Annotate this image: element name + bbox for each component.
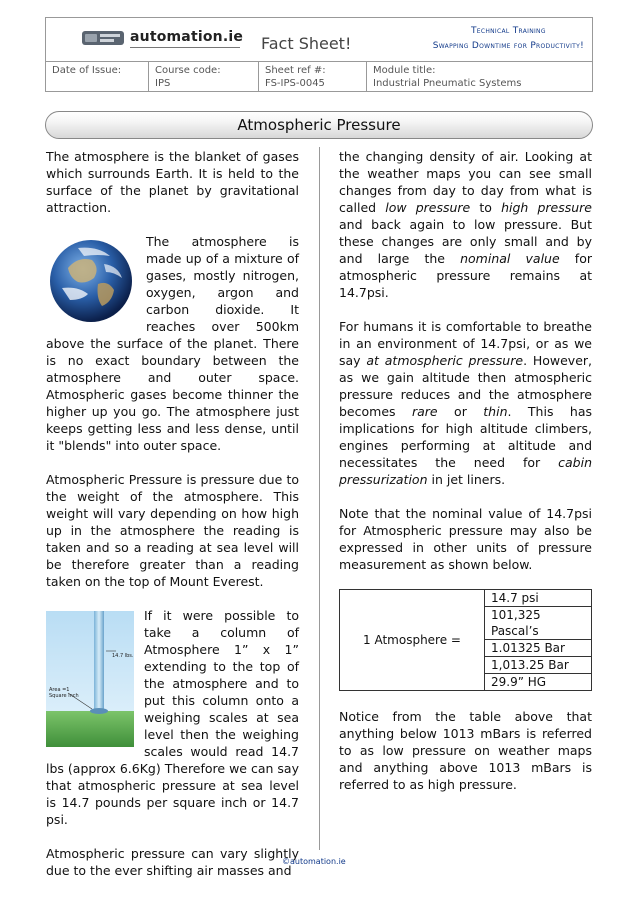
module-value: Industrial Pneumatic Systems: [373, 78, 522, 89]
left-paragraph-1: The atmosphere is the blanket of gases which surrounds Earth. It is held to the surface of the planet by gravitational attraction.: [46, 149, 299, 215]
training-line-2: Swapping Downtime for Productivity!: [432, 41, 584, 51]
fact-sheet-title: Fact Sheet!: [261, 34, 352, 53]
right-paragraph-2: [339, 318, 592, 488]
rare-term: rare: [411, 404, 438, 419]
module-label: Module title:: [373, 65, 436, 76]
left-column: [46, 148, 299, 879]
right-p2-text-e: in jet liners.: [427, 472, 506, 487]
logo-text: automation.ie: [130, 29, 244, 45]
column-divider: [319, 147, 320, 850]
unit-value-bar: 1.01325 Bar: [485, 640, 592, 657]
automation-logo-icon: [80, 29, 126, 47]
tower-area-label-2: Square inch: [49, 693, 79, 699]
right-p1-text-b: to: [470, 200, 502, 215]
left-paragraph-5: Atmospheric pressure can vary slightly due to the ever shifting air masses and: [46, 846, 299, 878]
module-cell: [367, 61, 594, 92]
pressure-units-table: [339, 589, 592, 691]
sheet-value: FS-IPS-0045: [265, 78, 325, 89]
right-paragraph-1: [339, 148, 592, 301]
header-top: [46, 18, 592, 62]
right-p2-text-a: For humans it is comfortable to breathe in an environment of 14.7psi, or as we say: [339, 319, 592, 368]
logo-underline: [130, 47, 240, 48]
low-pressure-term: low pressure: [385, 200, 471, 215]
footer-copyright: ©automation.ie: [282, 857, 346, 866]
unit-value-psi: 14.7 psi: [485, 590, 592, 607]
tower-area-label-1: Area =1: [49, 687, 70, 693]
right-p2-text-c: or: [437, 404, 484, 419]
high-pressure-term: high pressure: [501, 200, 592, 215]
course-cell: [149, 61, 259, 92]
atmosphere-label-cell: 1 Atmosphere =: [340, 590, 485, 691]
earth-image: [46, 237, 136, 324]
right-p1-text-a: the changing density of air. Looking at the weather maps you can see small changes from day to day from what is called: [339, 149, 592, 215]
header-info-row: [46, 61, 592, 92]
right-p2-text-d: . This has implications for high altitude climbers, engines performing at altitude and necessitates the need for: [339, 404, 592, 470]
date-label: Date of Issue:: [52, 65, 122, 76]
header-box: [45, 17, 593, 92]
right-p1-text-c: and back again to low pressure. But these changes are only small and by and large the: [339, 217, 592, 266]
page-title: Atmospheric Pressure: [45, 111, 593, 139]
sheet-label: Sheet ref #:: [265, 65, 326, 76]
course-value: IPS: [155, 78, 171, 89]
nominal-value-term: nominal value: [460, 251, 560, 266]
air-column-image: [46, 611, 134, 747]
left-paragraph-4: If it were possible to take a column of Atmosphere 1” x 1” extending to the top of the atmosphere and to put this column onto a weighing scales at sea level then the weighing scales would read 14.7 lbs (approx 6.6Kg) Therefore we can say that atmospheric pressure at sea level is 14.7 pounds per square inch or 14.7 psi.: [46, 608, 299, 827]
right-column: [339, 148, 592, 793]
unit-value-pascal: 101,325 Pascal’s: [485, 607, 592, 640]
unit-value-hg: 29.9” HG: [485, 674, 592, 691]
course-label: Course code:: [155, 65, 221, 76]
training-line-1: Technical Training: [470, 26, 546, 36]
right-paragraph-3: Note that the nominal value of 14.7psi for Atmospheric pressure may also be expressed in other units of pressure measurement as shown below.: [339, 506, 592, 572]
air-column-diagram: [46, 611, 134, 747]
thin-term: thin: [483, 404, 508, 419]
training-tagline: [433, 24, 584, 54]
left-paragraph-2: The atmosphere is made up of a mixture of gases, mostly nitrogen, oxygen, argon and carbon dioxide. It reaches over 500km above the surface of the planet. There is no exact boundary between the atmosphere and outer space. Atmospheric gases become thinner the higher up you go. The atmosphere just keeps getting less and less dense, until it "blends" into outer space.: [46, 234, 299, 453]
left-paragraph-3: Atmospheric Pressure is pressure due to the weight of the atmosphere. This weight will vary depending on how high up in the atmosphere the reading is taken and so a reading at sea level will be therefore greater than a reading taken on the top of Mount Everest.: [46, 472, 299, 589]
unit-value-mbar: 1,013.25 Bar: [485, 657, 592, 674]
sheet-cell: [259, 61, 367, 92]
table-row: [340, 590, 592, 607]
tower-weight-label: 14.7 lbs.: [112, 653, 134, 659]
cabin-pressurization-term: cabin pressurization: [339, 455, 592, 487]
right-paragraph-4: Notice from the table above that anything below 1013 mBars is referred to as low pressure on weather maps and anything above 1013 mBars is referred to as high pressure.: [339, 709, 592, 792]
earth-globe-icon: [48, 238, 134, 324]
right-p2-text-b: . However, as we gain altitude then atmospheric pressure reduces and the atmosphere becomes: [339, 353, 593, 419]
right-p1-text-d: for atmospheric pressure remains at 14.7psi.: [339, 251, 592, 300]
date-cell: [46, 61, 149, 92]
atmospheric-pressure-term: at atmospheric pressure: [366, 353, 524, 368]
